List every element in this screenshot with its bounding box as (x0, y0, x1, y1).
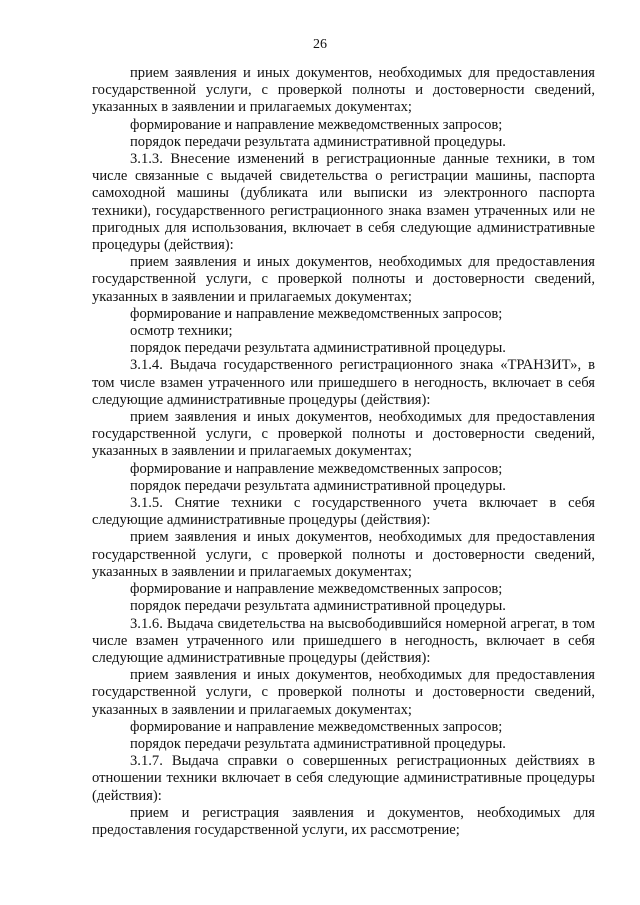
document-body (92, 65, 595, 839)
paragraph: прием и регистрация заявления и документов, необходимых для предоставления государственной услуги, их рассмотрение; (92, 804, 595, 838)
section-3-1-3: 3.1.3. Внесение изменений в регистрационные данные техники, в том числе связанные с выдачей свидетельства о регистрации машины, паспорта самоходной машины (дубликата или выписки из электронного паспорта техники), государственного регистрационного знака взамен утраченных или не пригодных для использования, включает в себя следующие административные процедуры (действия): (92, 151, 595, 254)
paragraph: формирование и направление межведомственных запросов; (130, 305, 503, 322)
paragraph: осмотр техники; (130, 323, 233, 340)
section-3-1-4: 3.1.4. Выдача государственного регистрационного знака «ТРАНЗИТ», в том числе взамен утраченного или пришедшего в негодность, включает в себя следующие административные процедуры (действия): (92, 357, 595, 408)
paragraph: прием заявления и иных документов, необходимых для предоставления государственной услуги, с проверкой полноты и достоверности сведений, указанных в заявлении и прилагаемых документах; (92, 667, 595, 718)
paragraph: прием заявления и иных документов, необходимых для предоставления государственной услуги, с проверкой полноты и достоверности сведений, указанных в заявлении и прилагаемых документах; (92, 65, 595, 116)
section-3-1-5: 3.1.5. Снятие техники с государственного учета включает в себя следующие административные процедуры (действия): (92, 495, 595, 529)
paragraph: порядок передачи результата административной процедуры. (130, 477, 506, 494)
paragraph: формирование и направление межведомственных запросов; (130, 116, 503, 133)
section-3-1-7: 3.1.7. Выдача справки о совершенных регистрационных действиях в отношении техники включает в себя следующие административные процедуры (действия): (92, 753, 595, 804)
paragraph: прием заявления и иных документов, необходимых для предоставления государственной услуги, с проверкой полноты и достоверности сведений, указанных в заявлении и прилагаемых документах; (92, 409, 595, 460)
paragraph: формирование и направление межведомственных запросов; (130, 460, 503, 477)
paragraph: порядок передачи результата административной процедуры. (130, 735, 506, 752)
paragraph: порядок передачи результата административной процедуры. (130, 340, 506, 357)
paragraph: прием заявления и иных документов, необходимых для предоставления государственной услуги, с проверкой полноты и достоверности сведений, указанных в заявлении и прилагаемых документах; (92, 254, 595, 305)
paragraph: формирование и направление межведомственных запросов; (130, 718, 503, 735)
paragraph: порядок передачи результата административной процедуры. (130, 598, 506, 615)
paragraph: прием заявления и иных документов, необходимых для предоставления государственной услуги, с проверкой полноты и достоверности сведений, указанных в заявлении и прилагаемых документах; (92, 529, 595, 580)
paragraph: порядок передачи результата административной процедуры. (130, 133, 506, 150)
paragraph: формирование и направление межведомственных запросов; (130, 581, 503, 598)
page-number: 26 (313, 37, 327, 52)
section-3-1-6: 3.1.6. Выдача свидетельства на высвободившийся номерной агрегат, в том числе взамен утраченного или пришедшего в негодность, включает в себя следующие административные процедуры (действия): (92, 615, 595, 666)
